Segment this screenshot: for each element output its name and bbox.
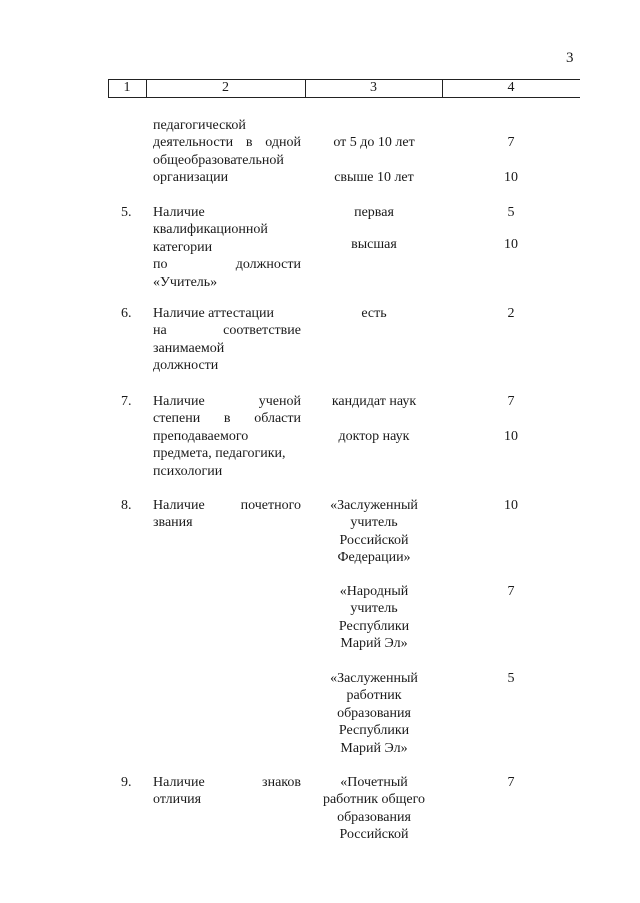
points-value: 2 (507, 306, 515, 321)
value-text: доктор наук (338, 429, 410, 444)
points-value: 10 (504, 429, 518, 444)
header-col-4: 4 (507, 80, 515, 95)
value-text: свыше 10 лет (334, 170, 414, 185)
value-text: первая (354, 205, 394, 220)
criterion-text: Наличие квалификационной категории по должности «Учитель» (153, 205, 301, 290)
value-text: есть (361, 306, 387, 321)
value-text: высшая (351, 237, 397, 252)
points-value: 7 (507, 775, 515, 790)
header-col-1: 1 (123, 80, 131, 95)
row-number: 7. (121, 394, 132, 409)
value-text: от 5 до 10 лет (333, 135, 415, 150)
points-value: 5 (507, 205, 515, 220)
criterion-text: Наличие знаков отличия (153, 775, 301, 808)
value-text: «Заслуженный работник образования Республики Марий Эл» (330, 671, 418, 756)
points-value: 5 (507, 671, 515, 686)
points-value: 10 (504, 237, 518, 252)
row-number: 8. (121, 498, 132, 513)
row-number: 5. (121, 205, 132, 220)
points-value: 10 (504, 170, 518, 185)
criterion-text: Наличие аттестации на соответствие занимаемой должности (153, 306, 301, 374)
points-value: 7 (507, 394, 515, 409)
criterion-text: Наличие ученой степени в области преподаваемого предмета, педагогики, психологии (153, 394, 301, 479)
value-text: «Почетный работник общего образования Российской (322, 775, 426, 843)
row-number: 6. (121, 306, 132, 321)
value-text: «Заслуженный учитель Российской Федерации» (330, 498, 418, 566)
points-value: 7 (507, 584, 515, 599)
header-col-2: 2 (222, 80, 229, 95)
criterion-text: Наличие почетного звания (153, 498, 301, 531)
points-value: 7 (507, 135, 515, 150)
page-number: 3 (566, 50, 574, 66)
header-bottom-border (108, 97, 580, 98)
row-number: 9. (121, 775, 132, 790)
header-col-3: 3 (370, 80, 377, 95)
points-value: 10 (504, 498, 518, 513)
value-text: «Народный учитель Республики Марий Эл» (338, 584, 410, 652)
criterion-text: педагогической деятельности в одной общеобразовательной организации (153, 118, 301, 186)
value-text: кандидат наук (331, 394, 417, 409)
